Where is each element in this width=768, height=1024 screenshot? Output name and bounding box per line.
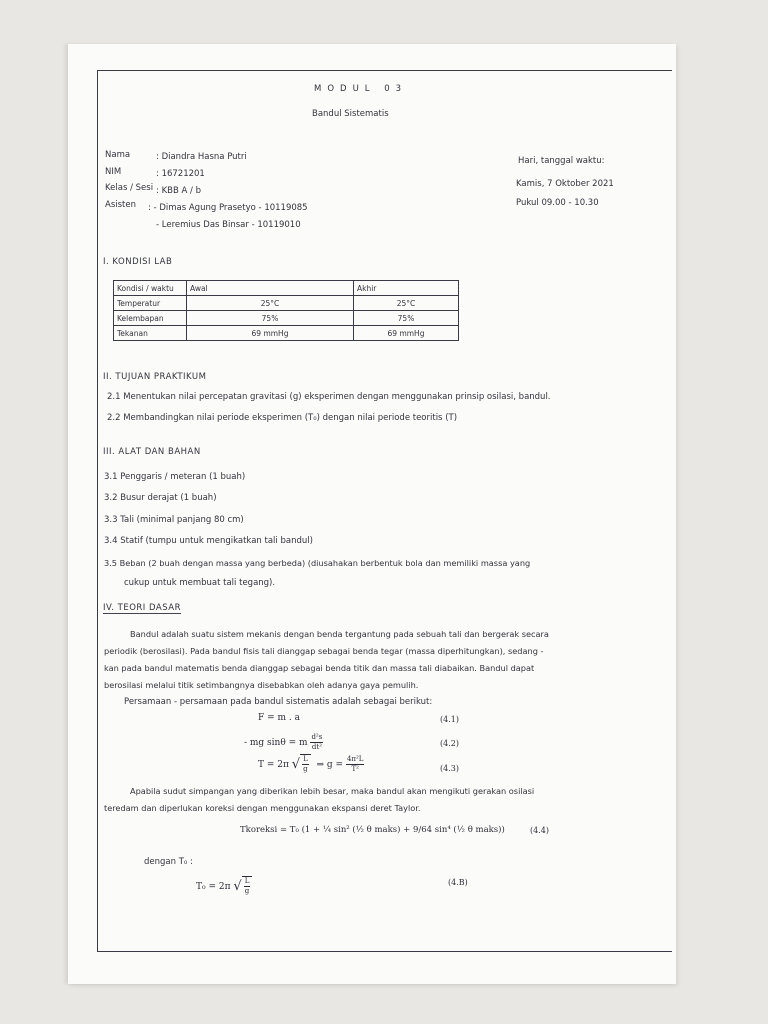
equation-4-4: Tkoreksi = T₀ (1 + ¼ sin² (½ θ maks) + 9/64 sin⁴ (½ θ maks)) <box>240 825 505 835</box>
table-cell: 75% <box>354 311 459 326</box>
table-header: Kondisi / waktu <box>114 281 187 296</box>
equation-text: - mg sinθ = m <box>244 738 308 748</box>
fraction-numerator: 4π²L <box>346 755 364 763</box>
fraction <box>302 755 309 774</box>
equation-number: (4.3) <box>440 764 459 773</box>
fraction <box>244 877 251 896</box>
table-row <box>114 296 459 311</box>
table-header: Awal <box>187 281 354 296</box>
section-heading: IV. TEORI DASAR <box>103 603 181 613</box>
section-heading: II. TUJUAN PRAKTIKUM <box>103 372 207 382</box>
equation-number: (4.1) <box>440 715 459 724</box>
list-item: 3.2 Busur derajat (1 buah) <box>104 493 217 503</box>
field-value: : Diandra Hasna Putri <box>156 152 247 162</box>
equation-text: T = 2π <box>258 760 289 770</box>
fraction-denominator: dt² <box>311 743 322 751</box>
table-cell: 25°C <box>354 296 459 311</box>
table-header: Akhir <box>354 281 459 296</box>
equation-4-5: T₀ = 2π √ $\frac{L}{g}$ <box>196 876 252 896</box>
paragraph-line: Bandul adalah suatu sistem mekanis dengan benda tergantung pada sebuah tali dan bergerak secara <box>130 629 549 639</box>
field-label: Asisten <box>105 200 136 210</box>
field-value: : - Dimas Agung Prasetyo - 10119085 <box>148 203 308 213</box>
table-header-row <box>114 281 459 296</box>
paragraph-line: Apabila sudut simpangan yang diberikan lebih besar, maka bandul akan mengikuti gerakan osilasi <box>130 786 535 796</box>
fraction-denominator: g <box>244 887 250 895</box>
fraction-numerator: d²s <box>311 733 323 741</box>
list-item: cukup untuk membuat tali tegang). <box>124 578 276 588</box>
fraction <box>310 733 323 752</box>
equation-4-3: T = 2π √ $\frac{L}{g}$ ⇒ g = $\frac{\text{4π²L}}{\text{T²}}$ <box>258 755 364 773</box>
with-label: dengan T₀ : <box>144 857 193 867</box>
table-cell: 69 mmHg <box>187 326 354 341</box>
date-value: Kamis, 7 Oktober 2021 <box>516 179 614 189</box>
paragraph-line: teredam dan diperlukan koreksi dengan menggunakan ekspansi deret Taylor. <box>104 803 421 813</box>
equation-text: T₀ = 2π <box>196 882 231 892</box>
list-item: 3.3 Tali (minimal panjang 80 cm) <box>104 515 244 525</box>
section-heading: III. ALAT DAN BAHAN <box>103 447 201 457</box>
fraction <box>346 755 365 774</box>
fraction-denominator: T² <box>351 765 359 773</box>
arrow-text: ⇒ g = <box>316 760 344 770</box>
equation-number: (4.B) <box>448 878 468 887</box>
field-label: NIM <box>105 167 122 177</box>
paragraph-line: kan pada bandul matematis benda dianggap sebagai benda titik dan massa tali diabaikan. Bandul dapat <box>104 663 535 673</box>
equation-number: (4.2) <box>440 739 459 748</box>
fraction-denominator: g <box>303 765 308 773</box>
field-label: Nama <box>105 150 131 160</box>
list-item: 3.4 Statif (tumpu untuk mengikatkan tali bandul) <box>104 536 313 546</box>
table-cell: Tekanan <box>114 326 187 341</box>
lab-condition-table <box>113 280 459 341</box>
paragraph-line: periodik (berosilasi). Pada bandul fisis tali dianggap sebagai benda tegar (massa diperhitungkan), sedang - <box>104 646 544 656</box>
list-item: 3.5 Beban (2 buah dengan massa yang berbeda) (diusahakan berbentuk bola dan memiliki massa yang <box>104 558 531 568</box>
time-value: Pukul 09.00 - 10.30 <box>516 198 599 208</box>
field-label: Kelas / Sesi <box>105 183 154 193</box>
equation-number: (4.4) <box>530 826 549 835</box>
table-cell: 69 mmHg <box>354 326 459 341</box>
table-cell: Temperatur <box>114 296 187 311</box>
fraction-numerator: L <box>244 877 250 885</box>
fraction-numerator: L <box>303 755 308 763</box>
equations-intro: Persamaan - persamaan pada bandul sistematis adalah sebagai berikut: <box>124 697 433 707</box>
list-item: 2.1 Menentukan nilai percepatan gravitasi (g) eksperimen dengan menggunakan prinsip osilasi, bandul. <box>107 392 551 402</box>
table-row <box>114 311 459 326</box>
table-row <box>114 326 459 341</box>
list-item: 3.1 Penggaris / meteran (1 buah) <box>104 472 246 482</box>
list-item: 2.2 Membandingkan nilai periode eksperimen (T₀) dengan nilai periode teoritis (T) <box>107 413 458 423</box>
field-value: : KBB A / b <box>156 186 201 196</box>
table-cell: 25°C <box>187 296 354 311</box>
date-label: Hari, tanggal waktu: <box>518 156 605 166</box>
paragraph-line: berosilasi melalui titik setimbangnya disebabkan oleh adanya gaya pemulih. <box>104 680 419 690</box>
module-title: MODUL 03 <box>314 84 408 94</box>
field-value: : 16721201 <box>156 169 205 179</box>
module-subtitle: Bandul Sistematis <box>312 109 389 119</box>
table-cell: 75% <box>187 311 354 326</box>
equation-4-2 <box>244 733 323 752</box>
field-value: - Leremius Das Binsar - 10119010 <box>156 220 301 230</box>
table-cell: Kelembapan <box>114 311 187 326</box>
section-heading: I. KONDISI LAB <box>103 257 173 267</box>
equation-4-1: F = m . a <box>258 713 300 723</box>
